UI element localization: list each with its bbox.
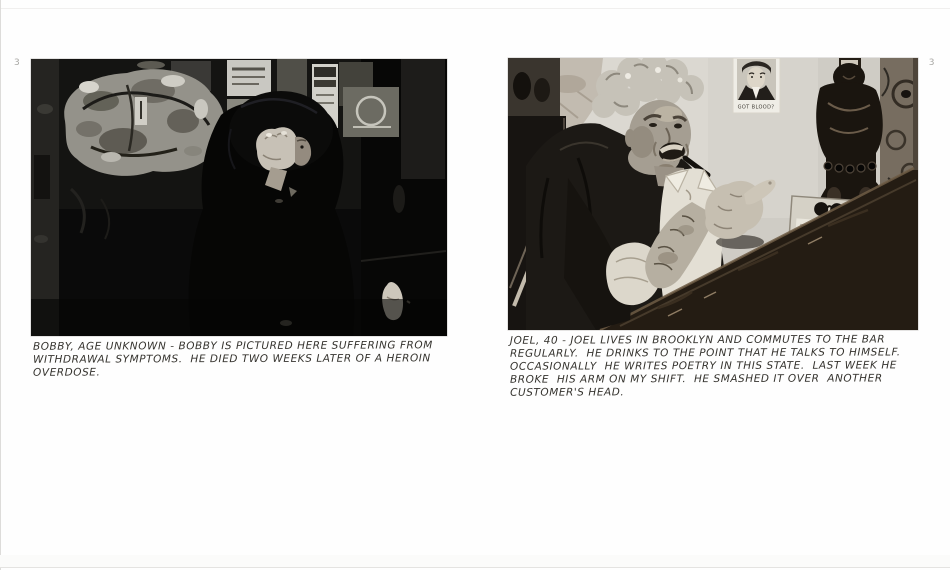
caption-line: REGULARLY. HE DRINKS TO THE POINT THAT HE TALKS TO HIMSELF.	[509, 346, 901, 360]
left-page-number: 3	[14, 58, 21, 68]
caption-line: OCCASIONALLY HE WRITES POETRY IN THIS STATE. LAST WEEK HE	[509, 359, 897, 373]
caption-line: BOBBY, AGE UNKNOWN - BOBBY IS PICTURED HERE SUFFERING FROM	[32, 339, 433, 353]
photo-bobby-art	[31, 59, 447, 336]
caption-line: CUSTOMER'S HEAD.	[510, 386, 625, 399]
right-page-number: 3	[928, 58, 935, 68]
caption-line: WITHDRAWAL SYMPTOMS. HE DIED TWO WEEKS LATER OF A HEROIN	[32, 352, 431, 366]
caption-line: BROKE HIS ARM ON MY SHIFT. HE SMASHED IT OVER ANOTHER	[510, 372, 883, 386]
got-blood-poster-text: GOT BLOOD?	[737, 104, 775, 111]
photo-joel	[508, 58, 918, 330]
caption-joel	[510, 333, 940, 400]
caption-line: JOEL, 40 - JOEL LIVES IN BROOKLYN AND COMMUTES TO THE BAR	[509, 333, 886, 347]
right-page	[475, 0, 950, 570]
caption-line: OVERDOSE.	[33, 366, 101, 379]
caption-bobby	[33, 339, 463, 380]
hand-over-face	[256, 127, 298, 171]
photo-joel-art	[508, 58, 918, 330]
graffiti-wall-blob	[64, 69, 224, 176]
photo-bobby	[31, 59, 447, 336]
got-blood-poster	[733, 58, 780, 113]
